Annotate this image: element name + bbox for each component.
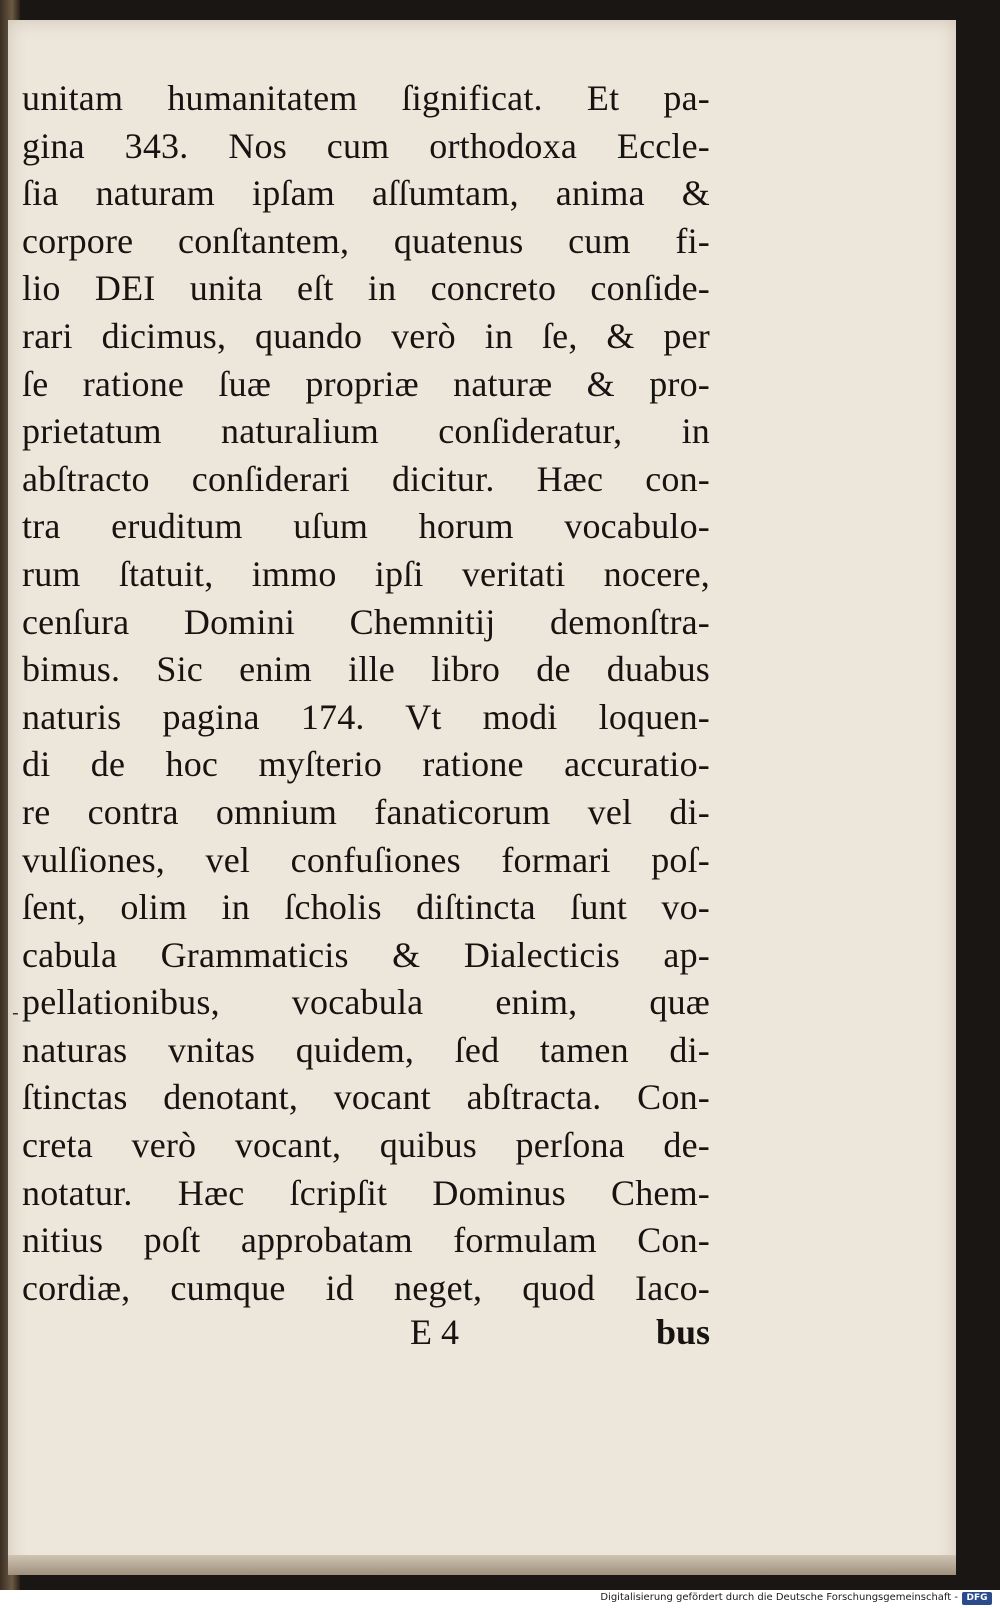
page-body-text xyxy=(22,75,710,1312)
digitization-credit-bar xyxy=(0,1590,1000,1608)
text-line: cordiæ, cumque id neget, quod Iaco- xyxy=(22,1267,710,1308)
text-line: vulſiones, vel confuſiones formari poſ- xyxy=(22,839,710,880)
text-line: ſe ratione ſuæ propriæ naturæ & pro- xyxy=(22,363,710,404)
text-line: ſia naturam ipſam aſſumtam, anima & xyxy=(22,173,710,214)
text-line: bimus. Sic enim ille libro de duabus xyxy=(22,649,710,690)
text-line: unitam humanitatem ſignificat. Et pa- xyxy=(22,78,710,118)
text-line: nitius poſt approbatam formulam Con- xyxy=(22,1220,710,1261)
credit-text: Digitalisierung gefördert durch die Deutsche Forschungsgemeinschaft - xyxy=(600,1592,958,1603)
text-line: creta verò vocant, quibus perſona de- xyxy=(22,1125,710,1166)
text-line: ſtinctas denotant, vocant abſtracta. Con- xyxy=(22,1077,710,1118)
text-line: notatur. Hæc ſcripſit Dominus Chem- xyxy=(22,1172,710,1213)
text-line: abſtracto conſiderari dicitur. Hæc con- xyxy=(22,458,710,499)
text-line: prietatum naturalium conſideratur, in xyxy=(22,411,710,452)
text-line: rum ſtatuit, immo ipſi veritati nocere, xyxy=(22,553,710,594)
text-line: lio DEI unita eſt in concreto conſide- xyxy=(22,268,710,309)
text-line: cenſura Domini Chemnitij demonſtra- xyxy=(22,601,710,642)
text-line: di de hoc myſterio ratione accuratio- xyxy=(22,744,710,785)
text-line: re contra omnium fanaticorum vel di- xyxy=(22,791,710,832)
catchword: bus xyxy=(655,1312,710,1352)
page-bottom-edge xyxy=(8,1555,956,1575)
text-line: gina 343. Nos cum orthodoxa Eccle- xyxy=(22,125,710,166)
dfg-logo: DFG xyxy=(962,1592,992,1605)
text-line: rari dicimus, quando verò in ſe, & per xyxy=(22,315,710,356)
text-line: corpore conſtantem, quatenus cum fi- xyxy=(22,220,710,261)
text-line: naturis pagina 174. Vt modi loquen- xyxy=(22,696,710,737)
text-line: tra eruditum uſum horum vocabulo- xyxy=(22,506,710,547)
text-line: pellationibus, vocabula enim, quæ xyxy=(22,982,710,1023)
page-footer xyxy=(22,1311,710,1359)
text-line: cabula Grammaticis & Dialecticis ap- xyxy=(22,934,710,975)
signature-mark: E 4 xyxy=(410,1312,459,1352)
text-line: naturas vnitas quidem, ſed tamen di- xyxy=(22,1029,710,1070)
margin-mark: - xyxy=(12,1000,19,1024)
text-line: ſent, olim in ſcholis diſtincta ſunt vo- xyxy=(22,887,710,928)
